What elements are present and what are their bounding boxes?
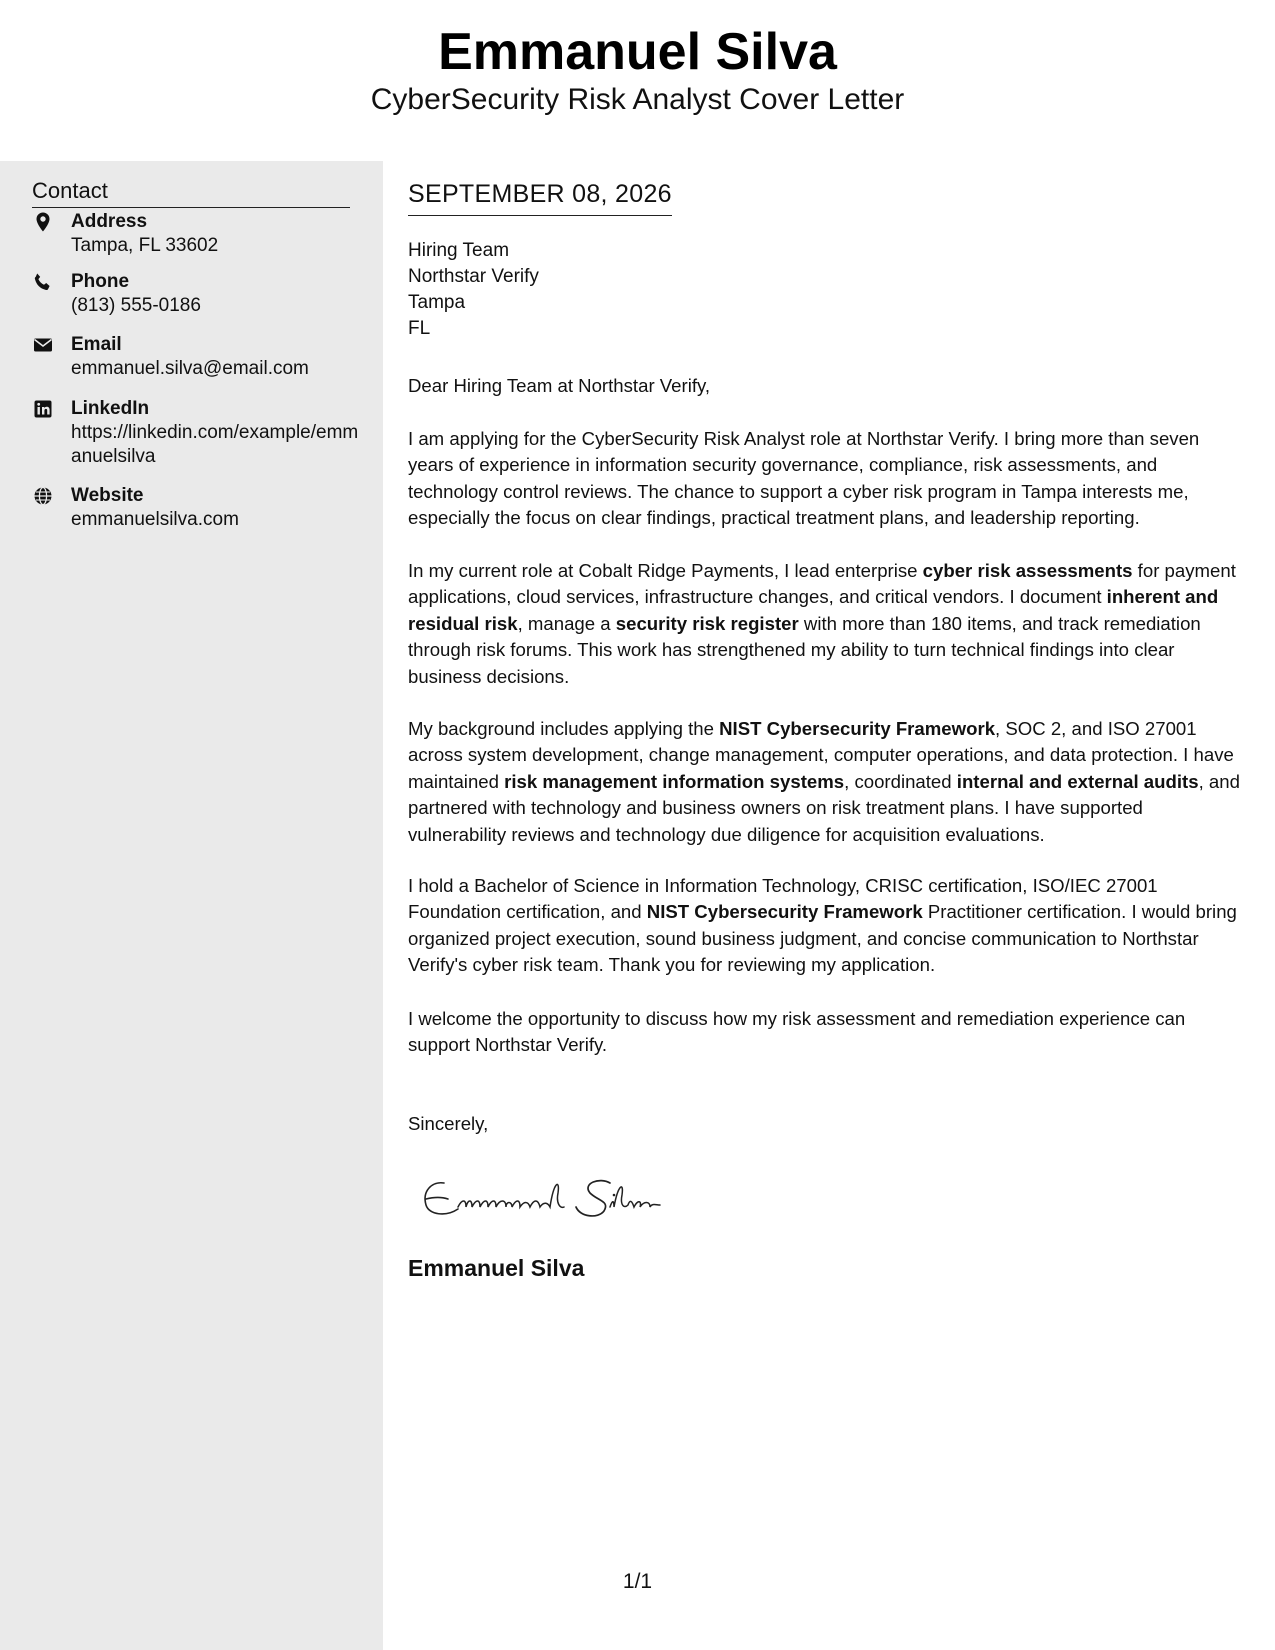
map-pin-icon: [32, 211, 54, 233]
body-text-run: for payment applications, cloud services, infrastructure changes, and critical vendors. I document: [408, 560, 1236, 608]
body-text-run: , manage a: [517, 612, 616, 634]
linkedin-icon: [32, 398, 54, 420]
letter-header: [0, 0, 1275, 161]
paragraph-text: [408, 1006, 1243, 1059]
contact-heading: Contact: [32, 175, 350, 208]
paragraph-1: [408, 426, 1243, 532]
body-text-run: , and partnered with technology and business owners on risk treatment plans. I have supported vulnerability reviews and technology due diligence for acquisition evaluations.: [408, 770, 1240, 845]
emphasis-text: cyber risk assessments: [922, 560, 1133, 581]
paragraph-2: [408, 558, 1243, 690]
body-text-run: I am applying for the CyberSecurity Risk Analyst role at Northstar Verify. I bring more than seven years of experience in information security governance, compliance, risk assessments, and technology control reviews. The chance to support a cyber risk program in Tampa interests me, especially the focus on clear findings, practical treatment plans, and leadership reporting.: [408, 428, 1200, 529]
paragraph-text: [408, 873, 1243, 979]
contact-label: LinkedIn: [71, 398, 150, 419]
greeting-text: Dear Hiring Team at Northstar Verify,: [408, 375, 711, 396]
applicant-name: Emmanuel Silva: [438, 23, 837, 81]
paragraph-5: [408, 1006, 1243, 1059]
letter-subtitle: CyberSecurity Risk Analyst Cover Letter: [370, 83, 905, 116]
contact-label: Website: [71, 485, 144, 506]
emphasis-text: risk management information systems: [504, 770, 845, 792]
body-text-run: In my current role at Cobalt Ridge Payments, I lead enterprise: [408, 560, 923, 581]
signer-name: Emmanuel Silva: [408, 1255, 585, 1281]
body-text-run: with more than 180 items, and track remediation through risk forums. This work has strengthened my ability to turn technical findings into clear business decisions.: [408, 612, 1201, 687]
globe-icon: [32, 485, 54, 507]
page-number: 1/1: [622, 1570, 653, 1593]
recipient-line: FL: [408, 318, 431, 339]
emphasis-text: security risk register: [615, 612, 799, 634]
contact-value[interactable]: emmanuel.silva@email.com: [71, 358, 309, 379]
contact-sidebar: [0, 161, 383, 1650]
contact-label: Phone: [71, 271, 130, 292]
contact-value[interactable]: https://linkedin.com/example/emmanuelsilva: [71, 422, 359, 467]
recipient-line: Hiring Team: [408, 240, 510, 261]
recipient-line: Northstar Verify: [408, 266, 539, 287]
emphasis-text: internal and external audits: [956, 770, 1199, 792]
emphasis-text: NIST Cybersecurity Framework: [646, 901, 923, 923]
paragraph-3: [408, 716, 1243, 848]
handwritten-signature: [414, 1161, 674, 1231]
recipient-block: [408, 238, 539, 342]
paragraph-text: [408, 716, 1243, 848]
body-text-run: , coordinated: [844, 770, 957, 792]
body-text-run: My background includes applying the: [408, 718, 720, 739]
contact-label: Email: [71, 334, 122, 355]
body-text-run: I welcome the opportunity to discuss how my risk assessment and remediation experience can support Northstar Verify.: [408, 1008, 1186, 1056]
letter-date: SEPTEMBER 08, 2026: [408, 177, 672, 216]
greeting: [408, 373, 1243, 399]
recipient-line: Tampa: [408, 292, 466, 313]
body-text-run: , SOC 2, and ISO 27001 across system development, change management, computer operations, and data protection. I have maintained: [408, 718, 1234, 792]
closing: [408, 1111, 1243, 1137]
body-text-run: Practitioner certification. I would bring organized project execution, sound business judgment, and concise communication to Northstar Verify's cyber risk team. Thank you for reviewing my application.: [408, 901, 1237, 976]
phone-icon: [32, 271, 54, 293]
paragraph-text: [408, 558, 1243, 690]
contact-label: Address: [71, 211, 148, 232]
envelope-icon: [32, 334, 54, 356]
paragraph-text: [408, 426, 1243, 532]
contact-value[interactable]: emmanuelsilva.com: [71, 509, 239, 530]
emphasis-text: NIST Cybersecurity Framework: [719, 718, 996, 739]
body-text-run: I hold a Bachelor of Science in Information Technology, CRISC certification, ISO/IEC 27001 Foundation certification, and: [408, 875, 1158, 923]
paragraph-4: [408, 873, 1243, 979]
contact-value: (813) 555-0186: [71, 295, 201, 316]
emphasis-text: inherent and residual risk: [408, 586, 1219, 634]
closing-text: Sincerely,: [408, 1113, 489, 1134]
contact-value: Tampa, FL 33602: [71, 235, 219, 256]
